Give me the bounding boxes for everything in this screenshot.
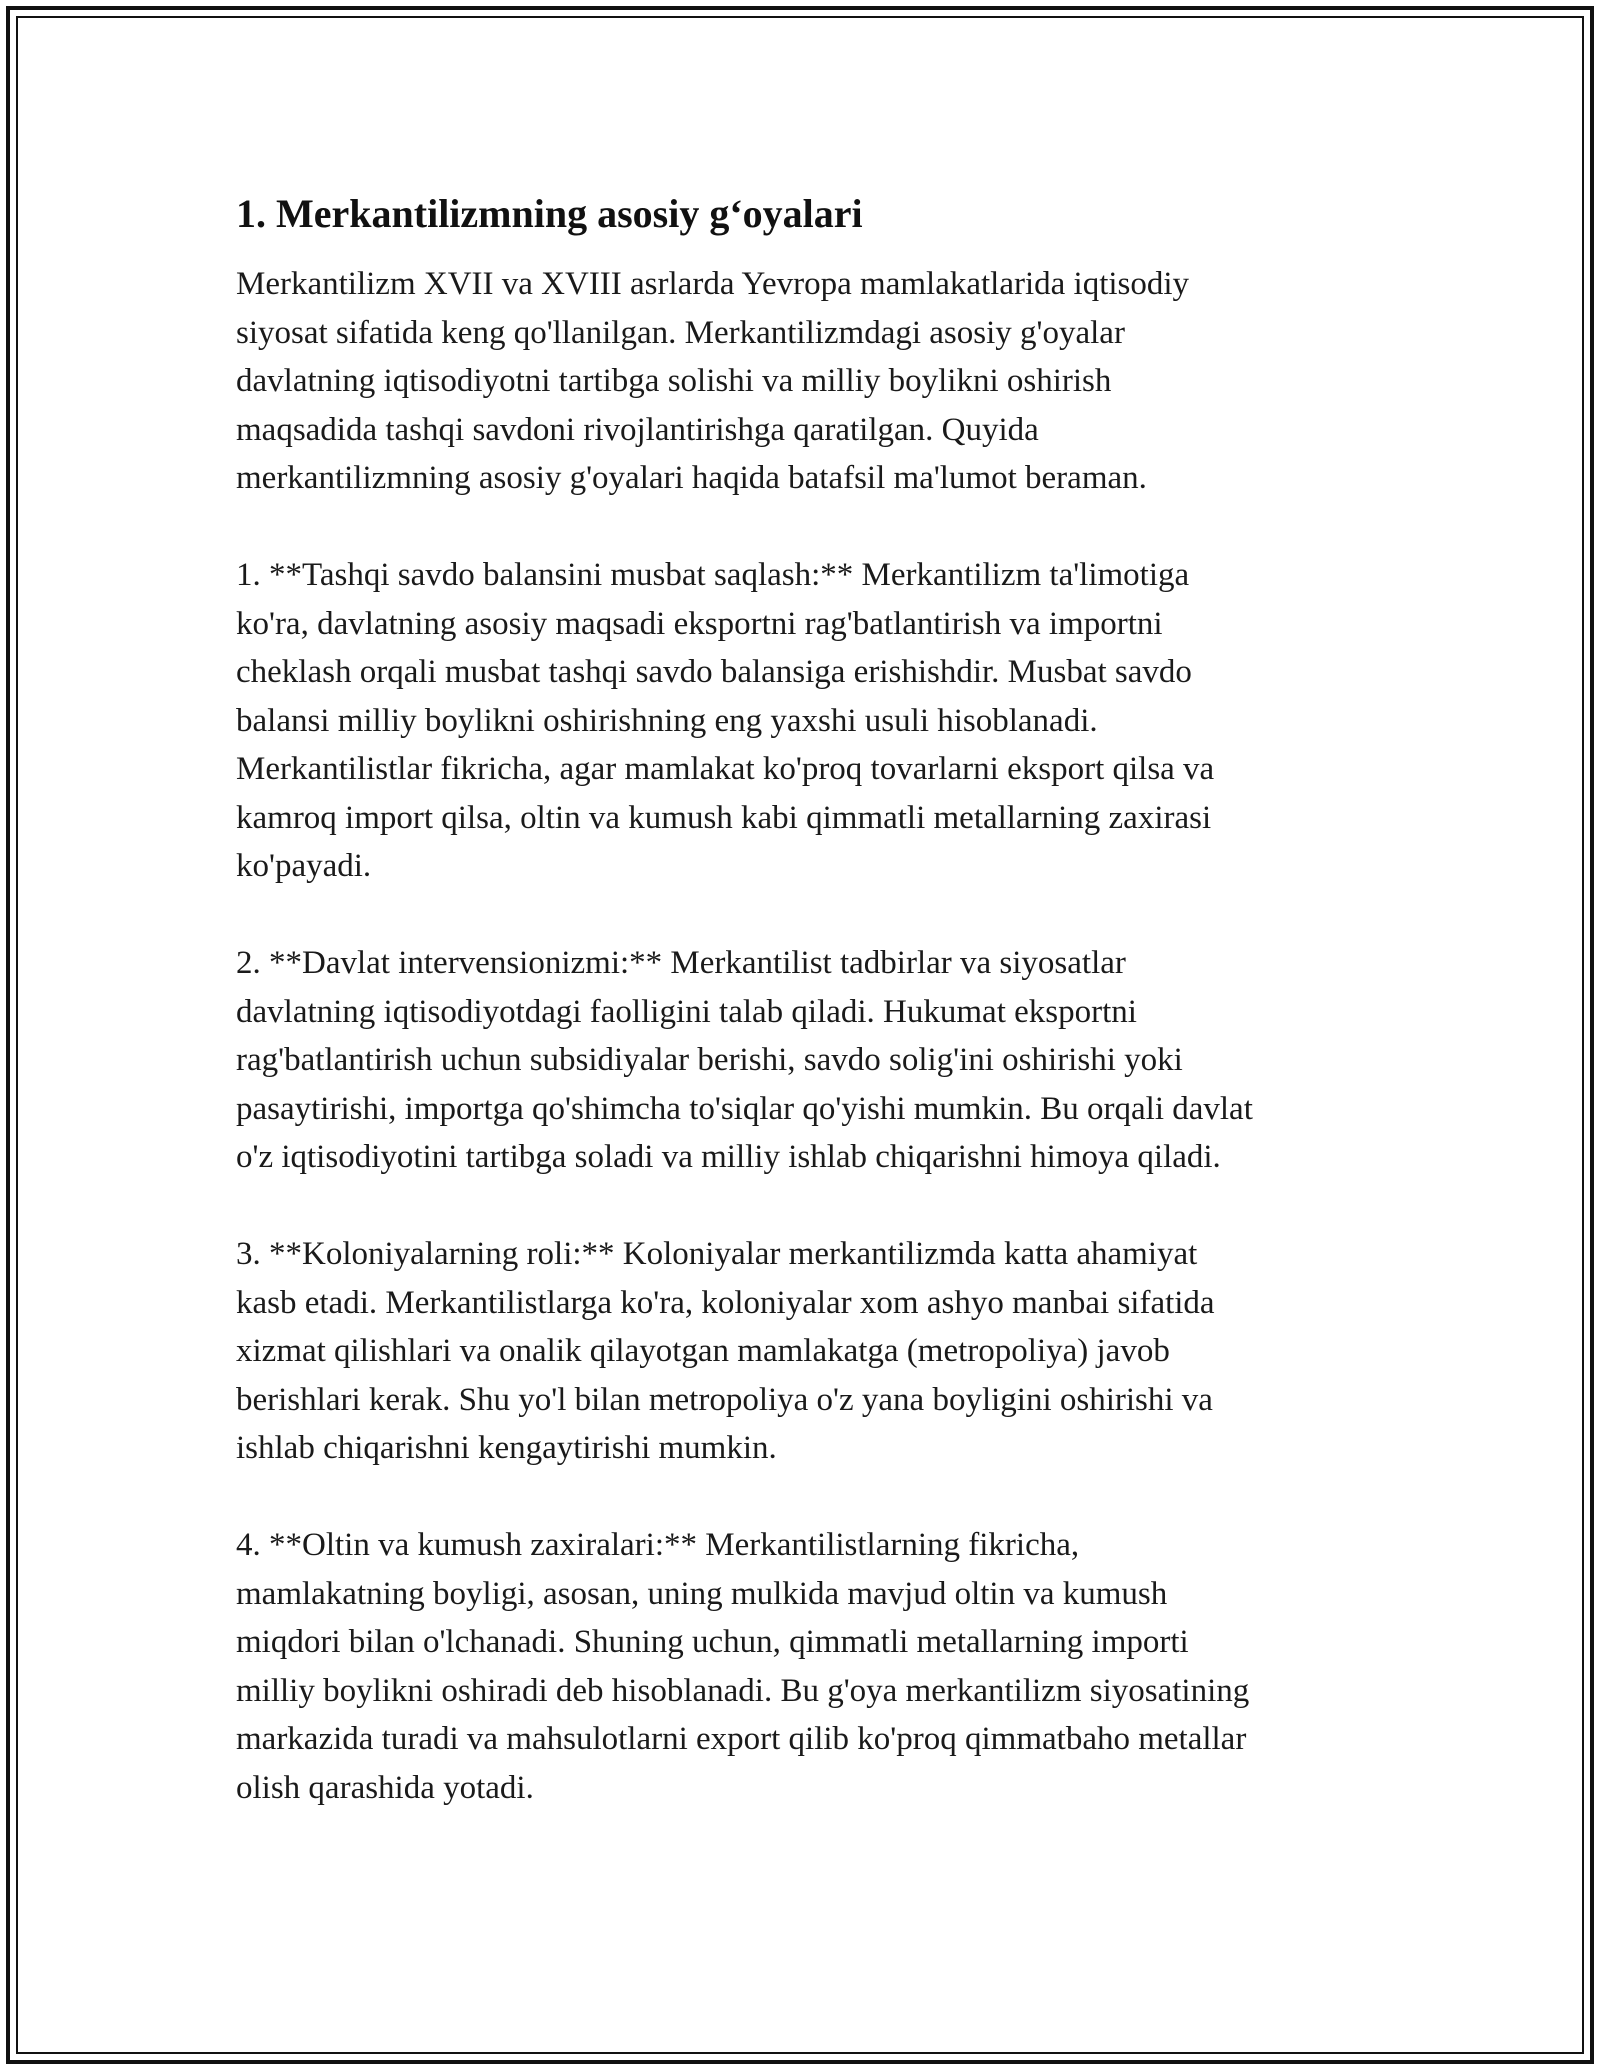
text-line: xizmat qilishlari va onalik qilayotgan mamlakatga (metropoliya) javob	[236, 1333, 1170, 1369]
text-line: mamlakatning boyligi, asosan, uning mulkida mavjud oltin va kumush	[236, 1575, 1168, 1612]
text-line: cheklash orqali musbat tashqi savdo balansiga erishishdir. Musbat savdo	[236, 654, 1192, 690]
text-line: miqdori bilan o'lchanadi. Shuning uchun, qimmatli metallarning importi	[236, 1624, 1189, 1660]
text-line: kamroq import qilsa, oltin va kumush kabi qimmatli metallarning zaxirasi	[236, 799, 1212, 836]
text-line: 4. **Oltin va kumush zaxiralari:** Merkantilistlarning fikricha,	[236, 1527, 1080, 1563]
text-line: milliy boylikni oshiradi deb hisoblanadi. Bu g'oya merkantilizm siyosatining	[236, 1672, 1250, 1709]
point-2-paragraph	[236, 939, 1376, 1182]
text-line: rag'batlantirish uchun subsidiyalar berishi, savdo solig'ini oshirishi yoki	[236, 1042, 1183, 1078]
text-line: markazida turadi va mahsulotlarni export qilib ko'proq qimmatbaho metallar	[236, 1721, 1247, 1757]
text-line: ishlab chiqarishni kengaytirishi mumkin.	[236, 1430, 777, 1466]
text-line: ko'ra, davlatning asosiy maqsadi eksportni rag'batlantirish va importni	[236, 605, 1163, 642]
text-line: balansi milliy boylikni oshirishning eng yaxshi usuli hisoblanadi.	[236, 702, 1098, 739]
text-line: Merkantilistlar fikricha, agar mamlakat ko'proq tovarlarni eksport qilsa va	[236, 751, 1215, 787]
text-line: ko'payadi.	[236, 848, 372, 884]
text-line: berishlari kerak. Shu yo'l bilan metropoliya o'z yana boyligini oshirishi va	[236, 1381, 1213, 1418]
text-line: davlatning iqtisodiyotdagi faolligini talab qiladi. Hukumat eksportni	[236, 993, 1137, 1030]
point-1-paragraph	[236, 551, 1376, 891]
point-4-paragraph	[236, 1521, 1376, 1812]
text-line: 3. **Koloniyalarning roli:** Koloniyalar merkantilizmda katta ahamiyat	[236, 1236, 1198, 1272]
intro-paragraph	[236, 260, 1376, 503]
text-line: 1. **Tashqi savdo balansini musbat saqlash:** Merkantilizm ta'limotiga	[236, 557, 1190, 593]
text-line: pasaytirishi, importga qo'shimcha to'siqlar qo'yishi mumkin. Bu orqali davlat	[236, 1090, 1253, 1127]
text-line: Merkantilizm XVII va XVIII asrlarda Yevropa mamlakatlarida iqtisodiy	[236, 266, 1190, 302]
text-line: o'z iqtisodiyotini tartibga soladi va milliy ishlab chiqarishni himoya qiladi.	[236, 1139, 1221, 1175]
text-line: 2. **Davlat intervensionizmi:** Merkantilist tadbirlar va siyosatlar	[236, 945, 1126, 981]
text-line: kasb etadi. Merkantilistlarga ko'ra, koloniyalar xom ashyo manbai sifatida	[236, 1284, 1215, 1321]
point-3-paragraph	[236, 1230, 1376, 1473]
text-line: merkantilizmning asosiy g'oyalari haqida batafsil ma'lumot beraman.	[236, 460, 1147, 496]
text-line: davlatning iqtisodiyotni tartibga solishi va milliy boylikni oshirish	[236, 363, 1112, 399]
text-line: siyosat sifatida keng qo'llanilgan. Merkantilizmdagi asosiy g'oyalar	[236, 314, 1125, 351]
document-title: 1. Merkantilizmning asosiy g‘oyalari	[236, 191, 863, 236]
text-line: maqsadida tashqi savdoni rivojlantirishga qaratilgan. Quyida	[236, 411, 1039, 448]
document-body	[236, 186, 1376, 1861]
text-line: olish qarashida yotadi.	[236, 1769, 534, 1806]
